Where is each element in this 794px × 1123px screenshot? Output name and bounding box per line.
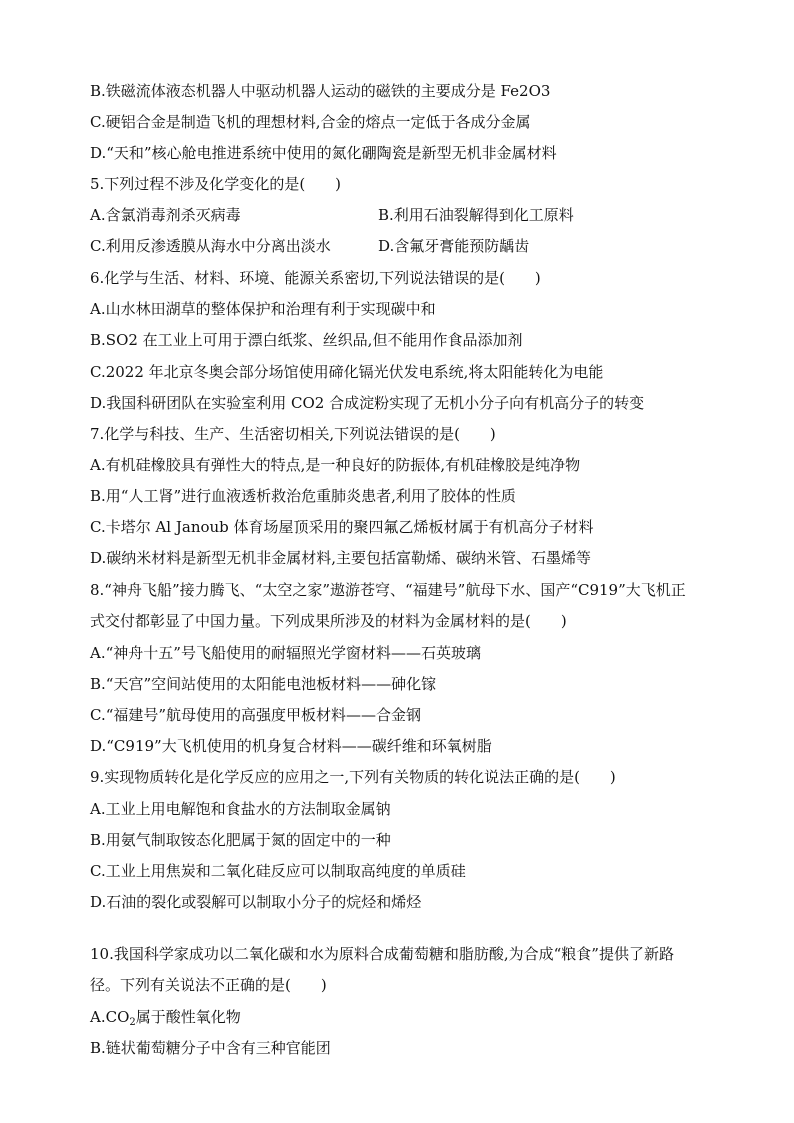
q8-option-d: D.“C919”大飞机使用的机身复合材料——碳纤维和环氧树脂 (90, 737, 492, 755)
q7-option-c: C.卡塔尔 Al Janoub 体育场屋顶采用的聚四氟乙烯板材属于有机高分子材料 (90, 518, 594, 536)
q6-option-a: A.山水林田湖草的整体保护和治理有利于实现碳中和 (90, 300, 436, 318)
q10-option-a-subscript: 2 (129, 1017, 136, 1028)
q10-option-b: B.链状葡萄糖分子中含有三种官能团 (90, 1039, 331, 1057)
q10-stem-line2: 径。下列有关说法不正确的是( ) (90, 976, 327, 994)
q7-option-d: D.碳纳米材料是新型无机非金属材料,主要包括富勒烯、碳纳米管、石墨烯等 (90, 549, 592, 567)
q8-stem-line2: 式交付都彰显了中国力量。下列成果所涉及的材料为金属材料的是( ) (90, 612, 567, 630)
q10-option-a-prefix: A.CO (90, 1008, 130, 1026)
q7-option-a: A.有机硅橡胶具有弹性大的特点,是一种良好的防振体,有机硅橡胶是纯净物 (90, 456, 581, 474)
q6-option-c: C.2022 年北京冬奥会部分场馆使用碲化镉光伏发电系统,将太阳能转化为电能 (90, 363, 604, 381)
q9-option-c: C.工业上用焦炭和二氧化硅反应可以制取高纯度的单质硅 (90, 862, 466, 880)
q6-stem: 6.化学与生活、材料、环境、能源关系密切,下列说法错误的是( ) (90, 269, 541, 287)
q5-stem: 5.下列过程不涉及化学变化的是( ) (90, 175, 342, 193)
q8-option-b: B.“天宫”空间站使用的太阳能电池板材料——砷化镓 (90, 675, 437, 693)
q8-option-c: C.“福建号”航母使用的高强度甲板材料——合金钢 (90, 706, 422, 724)
q5-option-b: B.利用石油裂解得到化工原料 (378, 206, 574, 224)
q5-option-c: C.利用反渗透膜从海水中分离出淡水 (90, 237, 331, 255)
q4-option-c: C.硬铝合金是制造飞机的理想材料,合金的熔点一定低于各成分金属 (90, 113, 531, 131)
q10-option-a (90, 1007, 241, 1027)
q9-option-a: A.工业上用电解饱和食盐水的方法制取金属钠 (90, 800, 391, 818)
q10-stem-line1: 10.我国科学家成功以二氧化碳和水为原料合成葡萄糖和脂肪酸,为合成“粮食”提供了新路 (90, 945, 674, 963)
q9-option-b: B.用氨气制取铵态化肥属于氮的固定中的一种 (90, 831, 391, 849)
q7-stem: 7.化学与科技、生产、生活密切相关,下列说法错误的是( ) (90, 425, 496, 443)
q8-option-a: A.“神舟十五”号飞船使用的耐辐照光学窗材料——石英玻璃 (90, 644, 481, 662)
q5-option-d: D.含氟牙膏能预防龋齿 (378, 237, 530, 255)
q4-option-d: D.“天和”核心舱电推进系统中使用的氮化硼陶瓷是新型无机非金属材料 (90, 144, 557, 162)
q10-option-a-suffix: 属于酸性氧化物 (135, 1008, 241, 1026)
q6-option-d: D.我国科研团队在实验室利用 CO2 合成淀粉实现了无机小分子向有机高分子的转变 (90, 394, 645, 412)
q5-option-a: A.含氯消毒剂杀灭病毒 (90, 206, 241, 224)
q9-option-d: D.石油的裂化或裂解可以制取小分子的烷烃和烯烃 (90, 893, 422, 911)
q8-stem-line1: 8.“神舟飞船”接力腾飞、“太空之家”遨游苍穹、“福建号”航母下水、国产“C919”大飞机正 (90, 581, 686, 599)
q6-option-b: B.SO2 在工业上可用于漂白纸浆、丝织品,但不能用作食品添加剂 (90, 331, 523, 349)
q9-stem: 9.实现物质转化是化学反应的应用之一,下列有关物质的转化说法正确的是( ) (90, 768, 616, 786)
q7-option-b: B.用“人工肾”进行血液透析救治危重肺炎患者,利用了胶体的性质 (90, 487, 516, 505)
q4-option-b: B.铁磁流体液态机器人中驱动机器人运动的磁铁的主要成分是 Fe2O3 (90, 82, 551, 100)
